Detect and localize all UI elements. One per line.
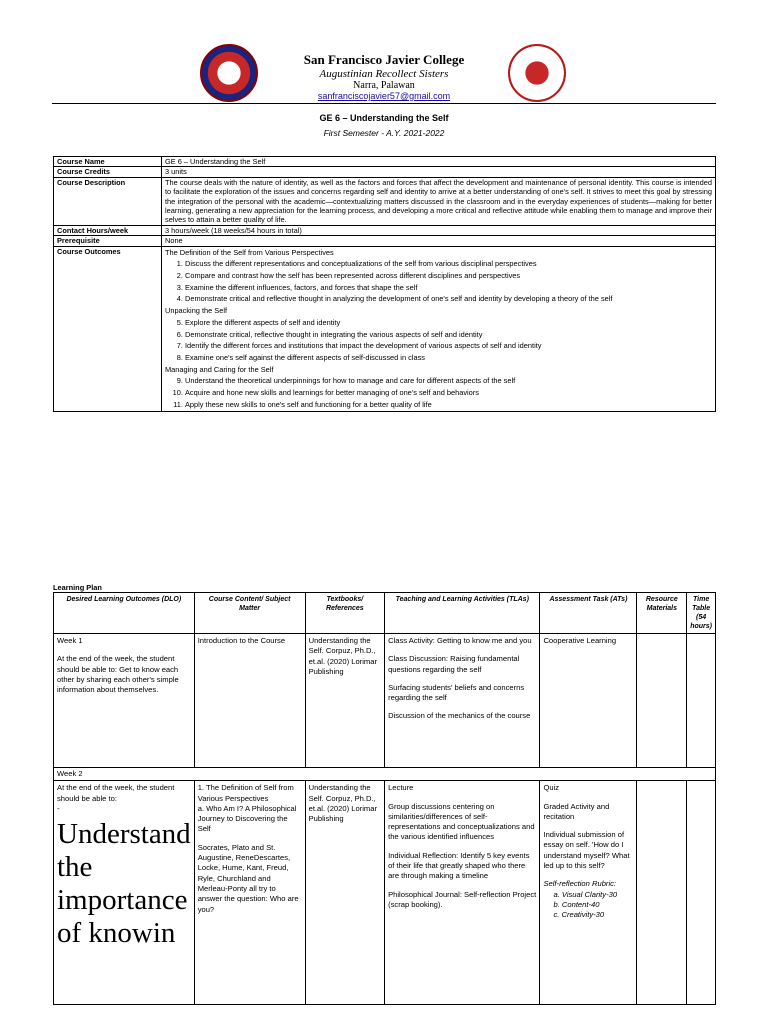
document-header [0, 42, 768, 101]
table-row [54, 781, 716, 1005]
outcomes-value [162, 246, 716, 411]
list-item: 4. Demonstrate critical and reflective thought in analyzing the development of one's self and identity by developing a theory of the self [185, 293, 712, 305]
description-label: Course Description [54, 177, 162, 225]
tla-item: Discussion of the mechanics of the course [388, 711, 531, 721]
table-row [54, 177, 716, 225]
header-resources: Resource Materials [637, 593, 687, 634]
week2-dlo [54, 781, 195, 1005]
prerequisite-value: None [162, 236, 716, 246]
course-name-value: GE 6 – Understanding the Self [162, 157, 716, 167]
tla-item: Philosophical Journal: Self-reflection Project (scrap booking). [388, 889, 537, 909]
learning-plan-label: Learning Plan [53, 583, 102, 592]
week2-label: Week 2 [54, 768, 716, 781]
header-textbooks: Textbooks/ References [305, 593, 384, 634]
week2-content [194, 781, 305, 1005]
table-row [54, 246, 716, 411]
header-assessment: Assessment Task (ATs) [540, 593, 637, 634]
course-title: GE 6 – Understanding the Self [319, 113, 449, 123]
table-header-row [54, 593, 716, 634]
dlo-text: At the end of the week, the student should be able to: Get to know each other by sharing each other's simple information about themselves. [57, 654, 179, 695]
week2-assessment [540, 781, 637, 1005]
tla-item: Lecture [388, 783, 414, 793]
course-info-table [53, 156, 716, 412]
list-item: 1. Discuss the different representations and conceptualizations of the self from various disciplinal perspectives [185, 258, 712, 270]
dlo-large-text: Understand the importance of knowin [57, 818, 191, 950]
outcome-group-heading: Unpacking the Self [165, 306, 228, 316]
rubric-item: a. Visual Clarity-30 [553, 889, 618, 899]
week1-timetable [687, 634, 716, 768]
outcome-list [165, 375, 712, 410]
dlo-text: At the end of the week, the student should be able to: [57, 783, 175, 803]
tla-item: Surfacing students' beliefs and concerns regarding the self [388, 682, 525, 703]
tla-item: Individual Reflection: Identify 5 key events of their life that greatly shaped who there are through making a timeline [388, 850, 530, 881]
semester-label: First Semester - A.Y. 2021-2022 [323, 128, 445, 138]
header-dlo: Desired Learning Outcomes (DLO) [54, 593, 195, 634]
header-divider [52, 103, 716, 104]
assessment-item: Graded Activity and recitation [543, 801, 610, 821]
week2-tla [385, 781, 540, 1005]
list-item: 7. Identify the different forces and institutions that impact the development of various aspects of self and identity [185, 340, 712, 352]
table-row [54, 225, 716, 235]
list-item: 10. Acquire and hone new skills and learnings for better managing of one's self and behaviors [185, 387, 712, 399]
college-location: Narra, Palawan [353, 80, 415, 91]
assessment-item: Quiz [543, 783, 560, 793]
outcome-group-heading: The Definition of the Self from Various Perspectives [165, 247, 334, 257]
list-item: 8. Examine one's self against the different aspects of self-discussed in class [185, 352, 712, 364]
header-timetable: Time Table (54 hours) [687, 593, 716, 634]
list-item: 5. Explore the different aspects of self and identity [185, 317, 712, 329]
tla-item: Class Discussion: Raising fundamental questions regarding the self [388, 654, 520, 674]
outcome-list [165, 317, 712, 364]
list-item: 2. Compare and contrast how the self has been represented across different disciplines and perspectives [185, 270, 712, 282]
table-row [54, 157, 716, 167]
week1-textbook: Understanding the Self. Corpuz, Ph.D., et.al. (2020) Lorimar Publishing [305, 634, 384, 768]
list-item: 9. Understand the theoretical underpinnings for how to manage and care for different aspects of the self [185, 375, 712, 387]
prerequisite-label: Prerequisite [54, 236, 162, 246]
congregation-name: Augustinian Recollect Sisters [319, 68, 449, 80]
list-item: 3. Examine the different influences, factors, and forces that shape the self [185, 282, 712, 294]
college-email-link[interactable]: sanfranciscojavier57@gmail.com [317, 91, 451, 101]
header-tla: Teaching and Learning Activities (TLAs) [385, 593, 540, 634]
content-item: Socrates, Plato and St. Augustine, ReneDescartes, Locke, Hume, Kant, Freud, Ryle, Churchland and Merleau-Ponty all try to answer the question: Who are you? [197, 842, 299, 914]
rubric-item: c. Creativity-30 [553, 910, 605, 920]
outcome-list [165, 258, 712, 305]
learning-plan-table [53, 592, 716, 1005]
description-value: The course deals with the nature of identity, as well as the factors and forces that affect the development and maintenance of personal identity. This course is intended to facilitate the exploration of the issues and concerns regarding self and identity to arrive at a better understanding of one's self. It strives to meet this goal by stressing the integration of the personal with the academic—contextualizing matters discussed in the classroom and in the everyday experiences of students—making for better learning, generating a new appreciation for the learning process, and developing a more critical and reflective attitude while enabling them to manage and improve their selves to attain a better quality of life. [162, 177, 716, 225]
contact-hours-value: 3 hours/week (18 weeks/54 hours in total) [162, 225, 716, 235]
tla-item: Class Activity: Getting to know me and you [388, 636, 532, 645]
college-name: San Francisco Javier College [303, 52, 465, 67]
table-row [54, 634, 716, 768]
course-name-label: Course Name [54, 157, 162, 167]
content-item: a. Who Am I? A Philosophical Journey to Discovering the Self [197, 803, 297, 834]
table-row [54, 236, 716, 246]
header-content: Course Content/ Subject Matter [194, 593, 305, 634]
week2-resources [637, 781, 687, 1005]
content-item: 1. The Definition of Self from Various Perspectives [197, 783, 294, 803]
credits-label: Course Credits [54, 167, 162, 177]
rubric-title: Self-reflection Rubric: [543, 879, 617, 889]
contact-hours-label: Contact Hours/week [54, 225, 162, 235]
week2-textbook: Understanding the Self. Corpuz, Ph.D., et.al. (2020) Lorimar Publishing [305, 781, 384, 1005]
tla-item: Group discussions centering on similarities/differences of self-representations and conceptualizations and the various identified influences [388, 801, 535, 842]
rubric-item: b. Content-40 [553, 899, 600, 909]
week1-dlo [54, 634, 195, 768]
table-row [54, 768, 716, 781]
week2-timetable [687, 781, 716, 1005]
dlo-bullet: - [57, 803, 60, 813]
outcome-group-heading: Managing and Caring for the Self [165, 364, 274, 374]
credits-value: 3 units [162, 167, 716, 177]
outcomes-label: Course Outcomes [54, 246, 162, 411]
assessment-item: Individual submission of essay on self. 'How do I understand myself? What led up to this self? [543, 830, 630, 871]
table-row [54, 167, 716, 177]
week-label: Week 1 [57, 636, 83, 645]
week1-content: Introduction to the Course [194, 634, 305, 768]
week1-tla [385, 634, 540, 768]
list-item: 6. Demonstrate critical, reflective thought in integrating the various aspects of self and identity [185, 329, 712, 341]
week1-resources [637, 634, 687, 768]
week1-assessment: Cooperative Learning [540, 634, 637, 768]
list-item: 11. Apply these new skills to one's self and functioning for a better quality of life [185, 399, 712, 411]
